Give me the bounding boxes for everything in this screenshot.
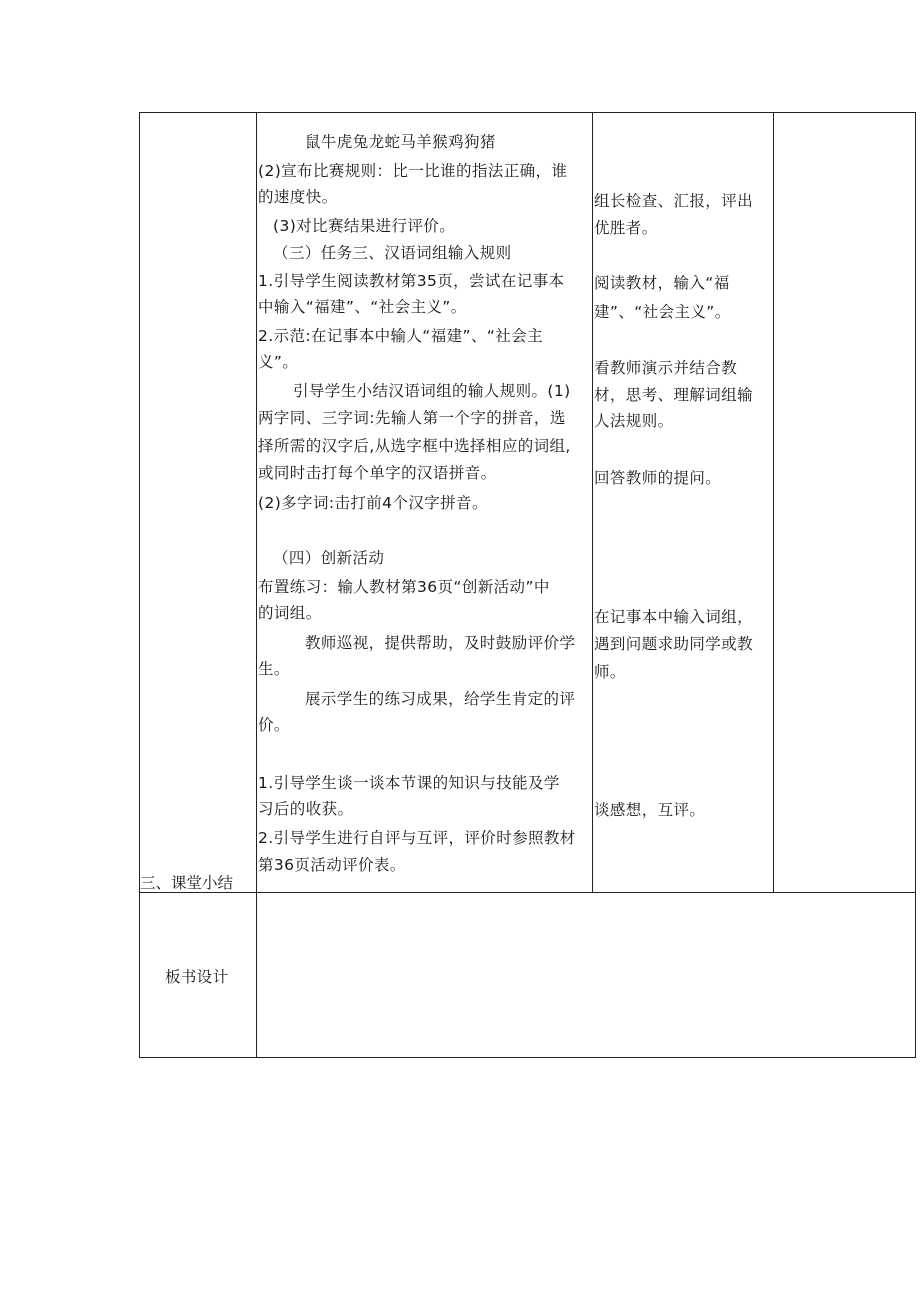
- content-line: 义”。: [258, 353, 299, 371]
- content-line: 两字同、三字词:先输人第一个字的拼音，选: [258, 409, 566, 427]
- student-line: 遇到问题求助同学或教: [594, 635, 754, 653]
- content-line: 教师巡视，提供帮助，及时鼓励评价学: [305, 634, 576, 652]
- student-line: 师。: [594, 663, 626, 681]
- student-line: 组长检查、汇报，评出: [594, 192, 754, 210]
- content-line: （四）创新活动: [273, 549, 385, 567]
- content-line: (2)宣布比赛规则：比一比谁的指法正确，谁: [258, 162, 568, 180]
- content-line: 价。: [258, 716, 290, 734]
- content-line: 鼠牛虎兔龙蛇马羊猴鸡狗猪: [305, 133, 496, 151]
- content-line: 2.引导学生进行自评与互评，评价时参照教材: [258, 829, 576, 847]
- content-line: 1.引导学生谈一谈本节课的知识与技能及学: [258, 774, 560, 792]
- student-line: 阅读教材，输入“福: [594, 274, 730, 292]
- content-line: (3)对比赛结果进行评价。: [273, 217, 456, 235]
- content-line: 第36页活动评价表。: [258, 856, 406, 874]
- student-line: 优胜者。: [594, 219, 658, 237]
- content-line: 或同时击打每个单字的汉语拼音。: [258, 464, 497, 482]
- content-line: 布置练习：输人教材第36页“创新活动”中: [258, 578, 550, 596]
- content-line: 1.引导学生阅读教材第35页，尝试在记事本: [258, 272, 565, 290]
- content-line: 2.示范:在记事本中输人“福建”、“社会主: [258, 327, 544, 345]
- student-line: 谈感想，互评。: [594, 801, 706, 819]
- teacher-activity-cell: [257, 113, 592, 892]
- content-line: （三）任务三、汉语词组输入规则: [273, 244, 512, 262]
- student-activity-cell: [593, 113, 773, 892]
- student-line: 材，思考、理解词组输: [594, 386, 754, 404]
- section-cell: [140, 113, 256, 892]
- table-right-border: [915, 112, 916, 1058]
- content-line: 择所需的汉字后,从选字框中选择相应的词组,: [258, 437, 571, 455]
- content-line: 的词组。: [258, 604, 322, 622]
- student-line: 建”、“社会主义”。: [594, 303, 731, 321]
- student-line: 回答教师的提问。: [594, 469, 722, 487]
- board-design-content-cell: [257, 893, 915, 1057]
- content-line: 的速度快。: [258, 188, 338, 206]
- board-design-label-cell: [140, 893, 256, 1057]
- student-line: 人法规则。: [594, 412, 674, 430]
- content-line: 展示学生的练习成果，给学生肯定的评: [305, 690, 576, 708]
- content-line: 习后的收获。: [258, 800, 354, 818]
- content-line: 引导学生小结汉语词组的输人规则。(1): [293, 382, 571, 400]
- content-line: 中输入“福建”、“社会主义”。: [258, 298, 467, 316]
- student-line: 在记事本中输入词组，: [594, 608, 754, 626]
- content-line: (2)多字词:击打前4个汉字拼音。: [258, 494, 488, 512]
- notes-cell: [774, 113, 915, 892]
- content-line: 生。: [258, 660, 290, 678]
- student-line: 看教师演示并结合教: [594, 359, 738, 377]
- section-label: 三、课堂小结: [140, 874, 234, 892]
- board-design-label: 板书设计: [165, 968, 229, 986]
